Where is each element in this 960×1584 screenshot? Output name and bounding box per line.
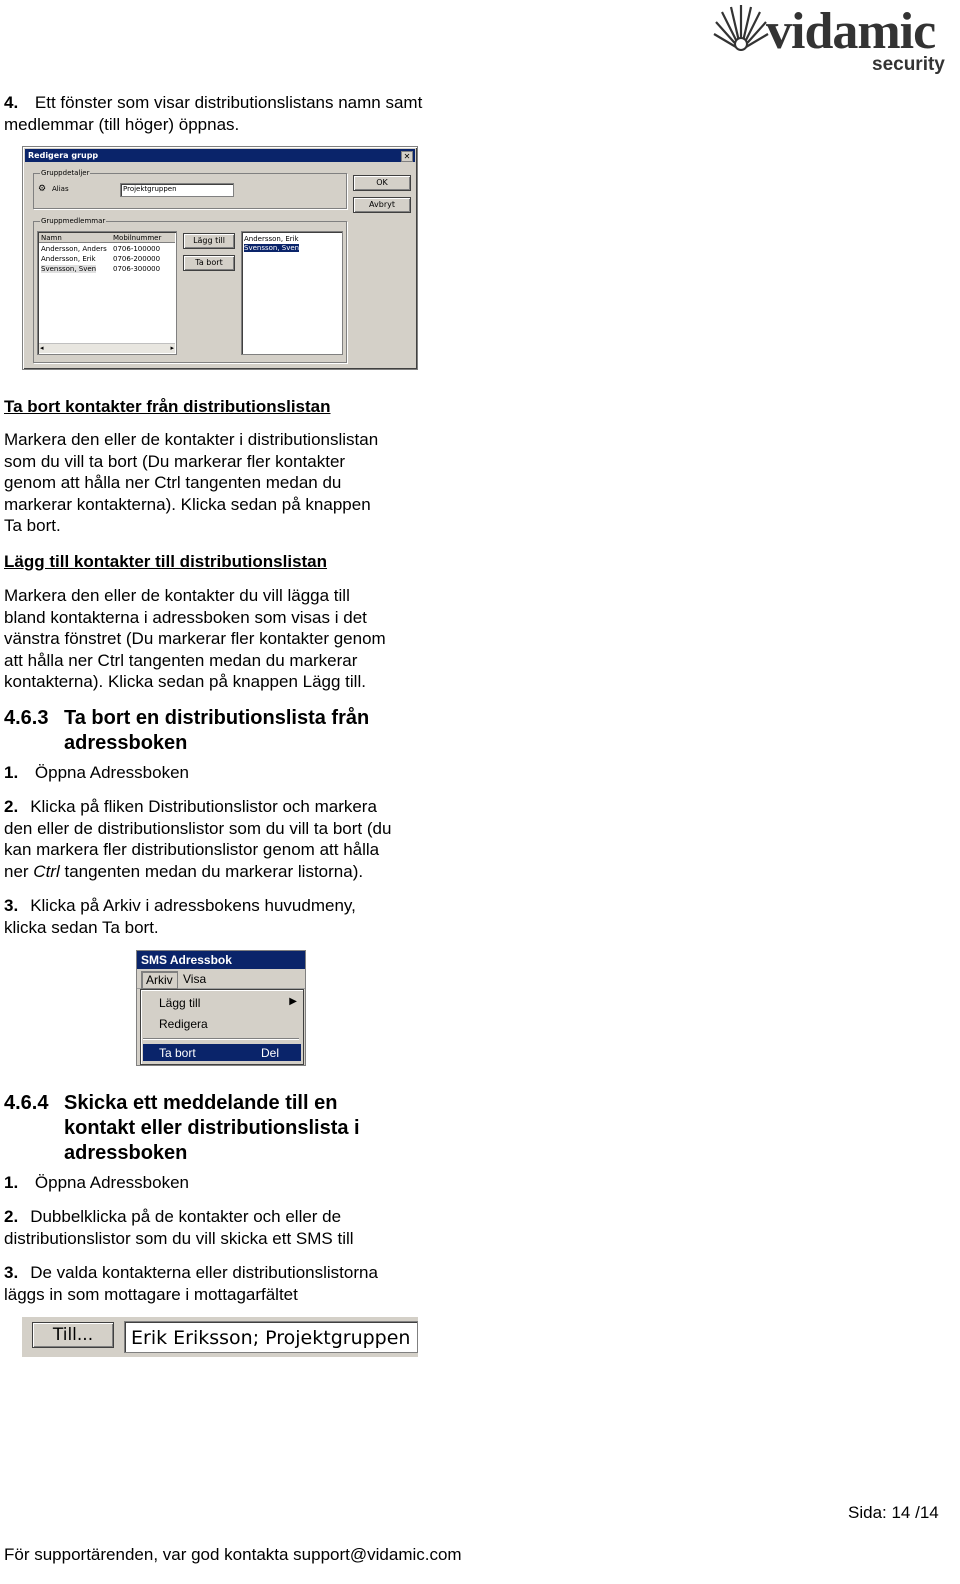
dropdown-menu	[140, 989, 304, 1065]
menu-visa[interactable]: Visa	[183, 972, 207, 986]
contact-mobile[interactable]: 0706-100000	[113, 245, 161, 253]
section-title-line: Ta bort en distributionslista från	[64, 707, 370, 729]
section-title-line: kontakt eller distributionslista i	[64, 1117, 360, 1139]
contacts-header	[39, 233, 175, 243]
step-3	[4, 895, 454, 938]
step-3	[4, 1262, 454, 1305]
step-number: 3.	[4, 896, 19, 915]
ok-button[interactable]: OK	[353, 175, 411, 191]
edit-group-dialog	[22, 146, 418, 370]
add-contacts-heading: Lägg till kontakter till distributionslistan	[4, 552, 328, 571]
remove-button[interactable]: Ta bort	[183, 255, 235, 271]
alias-value: Projektgruppen	[123, 185, 177, 193]
step-2	[4, 796, 454, 882]
text-line: den eller de distributionslistor som du vill ta bort (du	[4, 818, 392, 838]
step-number: 2.	[4, 797, 19, 816]
cancel-button[interactable]: Avbryt	[353, 197, 411, 213]
text-line: kontakterna). Klicka sedan på knappen Lägg till.	[4, 672, 366, 692]
text-line: De valda kontakterna eller distributionslistorna	[30, 1263, 378, 1282]
group-details-box	[33, 169, 347, 209]
menu-item-shortcut: Del	[261, 1046, 280, 1060]
text-line: vänstra fönstret (Du markerar fler kontakter genom	[4, 629, 386, 649]
address-book-menu	[136, 950, 306, 1066]
page-number: Sida: 14 /14	[848, 1503, 939, 1522]
close-icon[interactable]: ✕	[401, 151, 413, 162]
remove-contacts-text	[4, 429, 444, 537]
menu-arkiv[interactable]: Arkiv	[141, 971, 178, 989]
logo-subtitle: security	[872, 54, 945, 75]
text-line: kan markera fler distributionslistor genom att hålla	[4, 840, 380, 860]
contact-name[interactable]: Andersson, Erik	[41, 255, 96, 263]
text-line: läggs in som mottagare i mottagarfältet	[4, 1284, 298, 1304]
vidamic-logo	[710, 0, 950, 80]
section-464-heading	[4, 1091, 444, 1166]
dialog-titlebar	[25, 149, 415, 162]
text-line: att hålla ner Ctrl tangenten medan du markerar	[4, 650, 358, 670]
members-list[interactable]	[241, 231, 343, 355]
step-number: 1.	[4, 1173, 19, 1192]
text-line: Markera den eller de kontakter i distributionslistan	[4, 430, 379, 449]
group-icon: ⚙	[38, 184, 47, 194]
text-line: Markera den eller de kontakter du vill lägga till	[4, 586, 350, 605]
menu-separator	[143, 1038, 299, 1040]
section-title-line: adressboken	[64, 1142, 188, 1164]
scroll-right-icon[interactable]: ▸	[170, 344, 174, 352]
text-line: Klicka på fliken Distributionslistor och markera	[30, 797, 377, 816]
step-text: Ett fönster som visar distributionslistans namn samt medlemmar (till höger) öppnas.	[4, 93, 423, 134]
menu-item-delete[interactable]	[143, 1044, 301, 1061]
member-item-selected[interactable]: Svensson, Sven	[244, 244, 300, 252]
section-number: 4.6.3	[4, 707, 49, 729]
recipient-value: Erik Eriksson; Projektgruppen	[131, 1327, 411, 1349]
dialog-title: Redigera grupp	[28, 151, 99, 160]
support-footer: För supportärenden, var god kontakta support@vidamic.com	[4, 1545, 462, 1564]
add-contacts-text	[4, 585, 444, 693]
step-text: Öppna Adressboken	[34, 1173, 189, 1192]
step-text: Öppna Adressboken	[34, 763, 189, 782]
submenu-arrow-icon: ▶	[289, 996, 297, 1007]
text-line: klicka sedan Ta bort.	[4, 917, 159, 937]
group-details-label: Gruppdetaljer	[41, 169, 90, 177]
section-463-heading	[4, 706, 444, 756]
text-line: genom att hålla ner Ctrl tangenten medan du	[4, 473, 342, 493]
col-name-header[interactable]: Namn	[41, 234, 62, 242]
group-members-label: Gruppmedlemmar	[41, 217, 106, 225]
section-number: 4.6.4	[4, 1092, 49, 1114]
text-line: bland kontakterna i adressboken som visas i det	[4, 607, 367, 627]
section-title-line: adressboken	[64, 732, 188, 754]
menu-item-edit[interactable]: Redigera	[159, 1017, 208, 1031]
ctrl-key-text: Ctrl	[33, 861, 60, 881]
recipient-field[interactable]	[124, 1321, 418, 1353]
menu-item-add[interactable]: Lägg till	[159, 996, 201, 1010]
recipient-bar	[22, 1317, 418, 1357]
step-number: 1.	[4, 763, 19, 782]
menu-item-label: Ta bort	[159, 1046, 196, 1060]
menu-window-title: SMS Adressbok	[137, 951, 305, 969]
logo-wordmark: vidamic	[766, 3, 936, 60]
text-line: distributionslistor som du vill skicka ett SMS till	[4, 1228, 354, 1248]
step-number: 3.	[4, 1263, 19, 1282]
menu-bar	[137, 970, 305, 989]
step-number: 4.	[4, 93, 19, 112]
scroll-left-icon[interactable]: ◂	[40, 344, 44, 352]
contact-name[interactable]: Svensson, Sven	[41, 265, 97, 273]
member-item[interactable]: Andersson, Erik	[244, 235, 299, 243]
text-line: som du vill ta bort (Du markerar fler kontakter	[4, 451, 346, 471]
step-2	[4, 1206, 454, 1249]
alias-label: Alias	[52, 185, 69, 193]
col-mobile-header[interactable]: Mobilnummer	[113, 234, 162, 242]
text-line: Dubbelklicka på de kontakter och eller de	[30, 1207, 342, 1226]
peacock-icon	[710, 4, 772, 54]
text-fragment: ner	[4, 861, 34, 881]
step-4	[4, 92, 444, 135]
contact-mobile[interactable]: 0706-200000	[113, 255, 161, 263]
horizontal-scrollbar[interactable]	[39, 343, 175, 353]
section-title-line: Skicka ett meddelande till en	[64, 1092, 338, 1114]
footer-divider	[0, 1540, 960, 1541]
step-1	[4, 1172, 189, 1194]
text-line: Klicka på Arkiv i adressbokens huvudmeny,	[30, 896, 356, 915]
add-button[interactable]: Lägg till	[183, 233, 235, 249]
text-line: Ta bort.	[4, 516, 61, 536]
text-line: markerar kontakterna). Klicka sedan på knappen	[4, 494, 371, 514]
contacts-list[interactable]	[37, 231, 177, 355]
step-number: 2.	[4, 1207, 19, 1226]
text-fragment: tangenten medan du markerar listorna).	[59, 861, 364, 881]
step-1	[4, 762, 189, 784]
contact-name[interactable]: Andersson, Anders	[41, 245, 107, 253]
contact-mobile[interactable]: 0706-300000	[113, 265, 161, 273]
to-button[interactable]: Till...	[32, 1322, 114, 1348]
alias-field[interactable]	[120, 183, 234, 197]
remove-contacts-heading: Ta bort kontakter från distributionslistan	[4, 397, 331, 416]
